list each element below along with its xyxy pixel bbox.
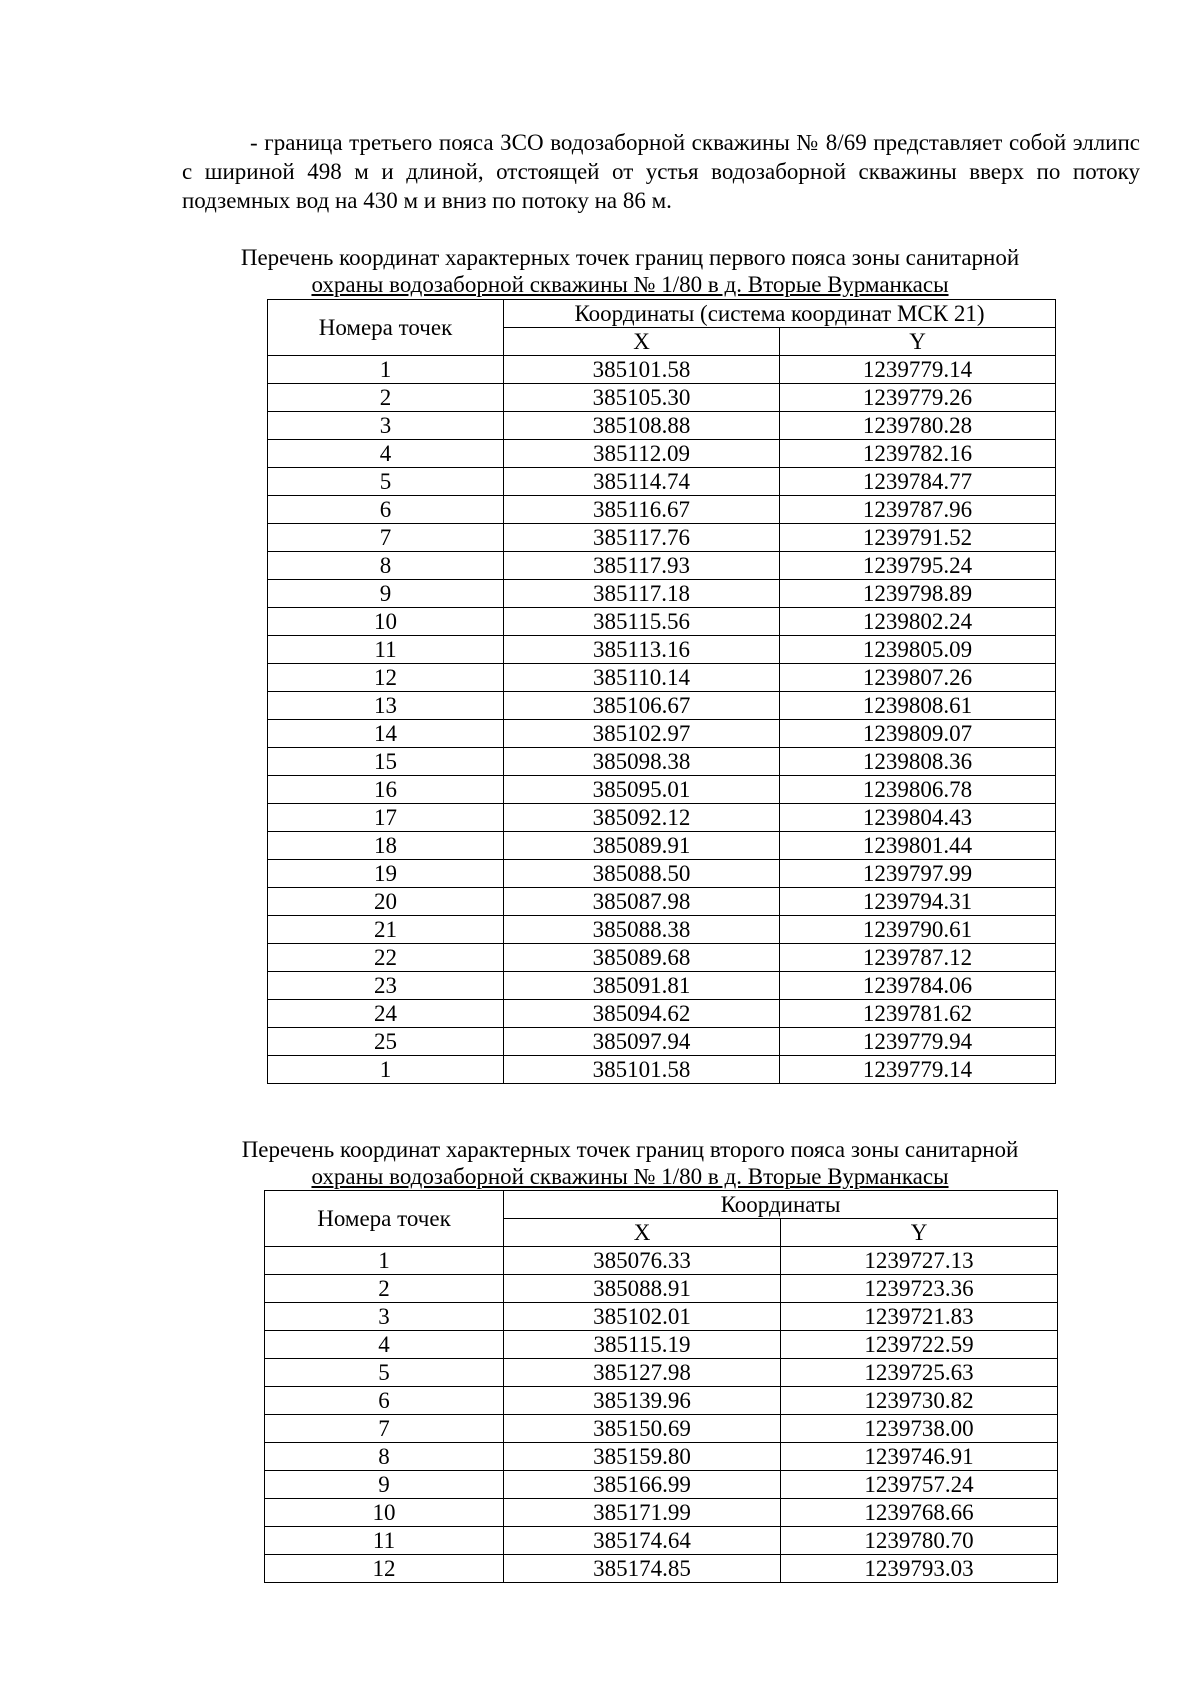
- table-row: [268, 496, 1056, 524]
- y-cell: 1239809.07: [780, 720, 1056, 748]
- table-row: [268, 1056, 1056, 1084]
- x-cell: 385150.69: [504, 1415, 781, 1443]
- x-cell: 385113.16: [504, 636, 780, 664]
- y-cell: 1239790.61: [780, 916, 1056, 944]
- x-cell: 385117.93: [504, 552, 780, 580]
- point-number-cell: 7: [265, 1415, 504, 1443]
- x-cell: 385117.76: [504, 524, 780, 552]
- point-number-cell: 5: [265, 1359, 504, 1387]
- table-row: [265, 1499, 1058, 1527]
- table-row: [265, 1443, 1058, 1471]
- table-row: [265, 1471, 1058, 1499]
- y-cell: 1239804.43: [780, 804, 1056, 832]
- y-cell: 1239808.61: [780, 692, 1056, 720]
- point-number-cell: 3: [268, 412, 504, 440]
- x-cell: 385112.09: [504, 440, 780, 468]
- y-cell: 1239779.26: [780, 384, 1056, 412]
- table-row: [268, 664, 1056, 692]
- point-number-cell: 12: [265, 1555, 504, 1583]
- intro-paragraph: - граница третьего пояса ЗСО водозаборной скважины № 8/69 представляет собой эллипс с шириной 498 м и длиной, отстоящей от устья водозаборной скважины вверх по потоку подземных вод на 430 м и вниз по потоку на 86 м.: [182, 130, 1140, 213]
- table-row: [268, 468, 1056, 496]
- x-cell: 385174.64: [504, 1527, 781, 1555]
- table-row: [265, 1331, 1058, 1359]
- table-row: [265, 1527, 1058, 1555]
- table-row: [268, 412, 1056, 440]
- table-row: [268, 552, 1056, 580]
- y-cell: 1239746.91: [781, 1443, 1058, 1471]
- x-cell: 385127.98: [504, 1359, 781, 1387]
- x-cell: 385108.88: [504, 412, 780, 440]
- x-cell: 385098.38: [504, 748, 780, 776]
- point-number-cell: 20: [268, 888, 504, 916]
- x-cell: 385088.38: [504, 916, 780, 944]
- table-row: [265, 1359, 1058, 1387]
- y-cell: 1239738.00: [781, 1415, 1058, 1443]
- point-number-cell: 17: [268, 804, 504, 832]
- table1: [267, 299, 1056, 1084]
- point-number-cell: 23: [268, 972, 504, 1000]
- y-cell: 1239801.44: [780, 832, 1056, 860]
- point-number-cell: 16: [268, 776, 504, 804]
- point-number-cell: 2: [268, 384, 504, 412]
- x-cell: 385095.01: [504, 776, 780, 804]
- table1-header-x: X: [504, 328, 780, 356]
- table2-body: [265, 1247, 1058, 1583]
- table2-caption-line2: охраны водозаборной скважины № 1/80 в д. Вторые Вурманкасы: [311, 1164, 949, 1189]
- table-row: [265, 1555, 1058, 1583]
- y-cell: 1239791.52: [780, 524, 1056, 552]
- table-row: [268, 860, 1056, 888]
- y-cell: 1239730.82: [781, 1387, 1058, 1415]
- x-cell: 385102.97: [504, 720, 780, 748]
- table-row: [268, 1028, 1056, 1056]
- point-number-cell: 10: [268, 608, 504, 636]
- y-cell: 1239780.28: [780, 412, 1056, 440]
- table-row: [268, 608, 1056, 636]
- y-cell: 1239787.96: [780, 496, 1056, 524]
- x-cell: 385101.58: [504, 1056, 780, 1084]
- x-cell: 385091.81: [504, 972, 780, 1000]
- table-row: [268, 776, 1056, 804]
- table-row: [268, 972, 1056, 1000]
- table-row: [268, 384, 1056, 412]
- y-cell: 1239808.36: [780, 748, 1056, 776]
- y-cell: 1239806.78: [780, 776, 1056, 804]
- y-cell: 1239721.83: [781, 1303, 1058, 1331]
- point-number-cell: 3: [265, 1303, 504, 1331]
- point-number-cell: 6: [268, 496, 504, 524]
- y-cell: 1239793.03: [781, 1555, 1058, 1583]
- y-cell: 1239798.89: [780, 580, 1056, 608]
- x-cell: 385106.67: [504, 692, 780, 720]
- point-number-cell: 21: [268, 916, 504, 944]
- point-number-cell: 7: [268, 524, 504, 552]
- y-cell: 1239780.70: [781, 1527, 1058, 1555]
- table-row: [268, 804, 1056, 832]
- point-number-cell: 10: [265, 1499, 504, 1527]
- table2-header-x: X: [504, 1219, 781, 1247]
- x-cell: 385089.91: [504, 832, 780, 860]
- table-row: [268, 580, 1056, 608]
- table1-header-y: Y: [780, 328, 1056, 356]
- x-cell: 385092.12: [504, 804, 780, 832]
- x-cell: 385116.67: [504, 496, 780, 524]
- table-row: [268, 916, 1056, 944]
- y-cell: 1239782.16: [780, 440, 1056, 468]
- point-number-cell: 11: [265, 1527, 504, 1555]
- y-cell: 1239727.13: [781, 1247, 1058, 1275]
- table-row: [265, 1387, 1058, 1415]
- table2-caption: [150, 1136, 1110, 1190]
- y-cell: 1239779.14: [780, 356, 1056, 384]
- table1-caption-line2: охраны водозаборной скважины № 1/80 в д. Вторые Вурманкасы: [311, 272, 949, 297]
- y-cell: 1239779.94: [780, 1028, 1056, 1056]
- x-cell: 385117.18: [504, 580, 780, 608]
- table-row: [268, 720, 1056, 748]
- point-number-cell: 22: [268, 944, 504, 972]
- y-cell: 1239807.26: [780, 664, 1056, 692]
- table1-caption-line1: Перечень координат характерных точек границ первого пояса зоны санитарной: [240, 245, 1020, 270]
- table-row: [265, 1303, 1058, 1331]
- y-cell: 1239725.63: [781, 1359, 1058, 1387]
- table-row: [268, 1000, 1056, 1028]
- point-number-cell: 4: [268, 440, 504, 468]
- y-cell: 1239784.77: [780, 468, 1056, 496]
- y-cell: 1239794.31: [780, 888, 1056, 916]
- y-cell: 1239722.59: [781, 1331, 1058, 1359]
- table-row: [268, 692, 1056, 720]
- table1-header-coordinates: Координаты (система координат МСК 21): [504, 300, 1056, 328]
- point-number-cell: 25: [268, 1028, 504, 1056]
- point-number-cell: 9: [265, 1471, 504, 1499]
- table2: [264, 1190, 1058, 1583]
- point-number-cell: 5: [268, 468, 504, 496]
- y-cell: 1239757.24: [781, 1471, 1058, 1499]
- x-cell: 385110.14: [504, 664, 780, 692]
- point-number-cell: 15: [268, 748, 504, 776]
- table-row: [268, 356, 1056, 384]
- point-number-cell: 13: [268, 692, 504, 720]
- table-row: [268, 888, 1056, 916]
- y-cell: 1239768.66: [781, 1499, 1058, 1527]
- x-cell: 385115.56: [504, 608, 780, 636]
- point-number-cell: 2: [265, 1275, 504, 1303]
- x-cell: 385102.01: [504, 1303, 781, 1331]
- y-cell: 1239787.12: [780, 944, 1056, 972]
- table-row: [268, 748, 1056, 776]
- x-cell: 385139.96: [504, 1387, 781, 1415]
- point-number-cell: 1: [268, 356, 504, 384]
- x-cell: 385088.50: [504, 860, 780, 888]
- point-number-cell: 8: [265, 1443, 504, 1471]
- table1-body: [268, 356, 1056, 1084]
- point-number-cell: 18: [268, 832, 504, 860]
- table-row: [265, 1415, 1058, 1443]
- x-cell: 385171.99: [504, 1499, 781, 1527]
- x-cell: 385159.80: [504, 1443, 781, 1471]
- point-number-cell: 8: [268, 552, 504, 580]
- table-row: [265, 1247, 1058, 1275]
- y-cell: 1239805.09: [780, 636, 1056, 664]
- point-number-cell: 11: [268, 636, 504, 664]
- table1-header-point-number: Номера точек: [268, 300, 504, 356]
- x-cell: 385087.98: [504, 888, 780, 916]
- y-cell: 1239797.99: [780, 860, 1056, 888]
- x-cell: 385094.62: [504, 1000, 780, 1028]
- x-cell: 385097.94: [504, 1028, 780, 1056]
- x-cell: 385088.91: [504, 1275, 781, 1303]
- point-number-cell: 19: [268, 860, 504, 888]
- point-number-cell: 1: [268, 1056, 504, 1084]
- x-cell: 385174.85: [504, 1555, 781, 1583]
- table-row: [268, 636, 1056, 664]
- table2-header-y: Y: [781, 1219, 1058, 1247]
- x-cell: 385114.74: [504, 468, 780, 496]
- y-cell: 1239795.24: [780, 552, 1056, 580]
- table-row: [268, 440, 1056, 468]
- x-cell: 385166.99: [504, 1471, 781, 1499]
- y-cell: 1239802.24: [780, 608, 1056, 636]
- x-cell: 385101.58: [504, 356, 780, 384]
- point-number-cell: 14: [268, 720, 504, 748]
- point-number-cell: 12: [268, 664, 504, 692]
- y-cell: 1239784.06: [780, 972, 1056, 1000]
- x-cell: 385115.19: [504, 1331, 781, 1359]
- point-number-cell: 1: [265, 1247, 504, 1275]
- point-number-cell: 4: [265, 1331, 504, 1359]
- x-cell: 385089.68: [504, 944, 780, 972]
- table2-header-point-number: Номера точек: [265, 1191, 504, 1247]
- table-row: [268, 944, 1056, 972]
- table1-caption: [150, 244, 1110, 298]
- table-row: [268, 524, 1056, 552]
- y-cell: 1239781.62: [780, 1000, 1056, 1028]
- table-row: [265, 1275, 1058, 1303]
- x-cell: 385076.33: [504, 1247, 781, 1275]
- x-cell: 385105.30: [504, 384, 780, 412]
- table-row: [268, 832, 1056, 860]
- table2-header-coordinates: Координаты: [504, 1191, 1058, 1219]
- point-number-cell: 6: [265, 1387, 504, 1415]
- point-number-cell: 24: [268, 1000, 504, 1028]
- y-cell: 1239723.36: [781, 1275, 1058, 1303]
- table2-caption-line1: Перечень координат характерных точек границ второго пояса зоны санитарной: [241, 1137, 1019, 1162]
- point-number-cell: 9: [268, 580, 504, 608]
- y-cell: 1239779.14: [780, 1056, 1056, 1084]
